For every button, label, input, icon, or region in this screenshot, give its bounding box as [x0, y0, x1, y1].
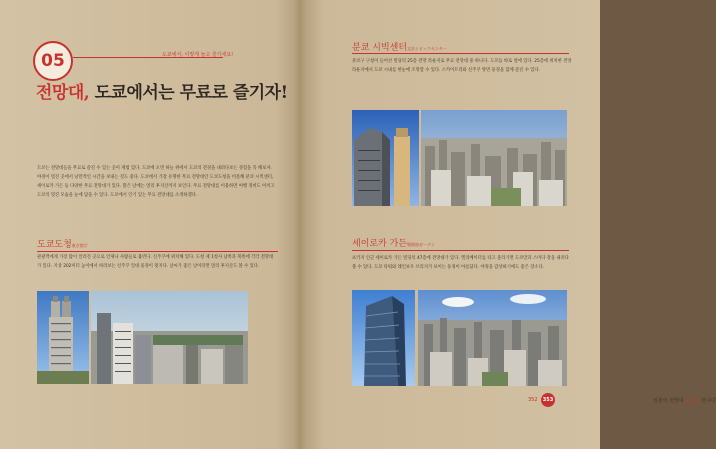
page-title-highlight: 전망대,: [36, 83, 90, 103]
section-subtitle: 聖路加ガーデン: [407, 242, 435, 247]
page-title-rest: 도쿄에서는 무료로 즐기자!: [89, 83, 288, 103]
chapter-number: 05: [41, 51, 65, 71]
right-page: [300, 0, 716, 449]
section-rule: [352, 53, 569, 54]
section-subtitle: 東京都庁: [71, 243, 88, 248]
photo-seiroka-view: [418, 290, 567, 386]
page-number-badge: [541, 393, 555, 407]
section-paragraph-seiroka: 츠키지 인근 세이로카 가든 빌딩의 47층에 전망대가 있다. 엘리베이터를 타고 올라가면 도쿄만과 스미다 강을 내려다볼 수 있다. 도쿄 타워와 레인보우 브리지가 보이는 풍경이 아름답다. 야경을 감상하기에도 좋은 장소다.: [352, 256, 569, 270]
photo-bunkyo-view: [421, 110, 567, 206]
photo-shinjuku-skyline: [91, 291, 248, 384]
section-title-bunkyo: [352, 40, 447, 53]
footer-suffix: 만나다: [699, 398, 716, 404]
chapter-badge: [33, 41, 73, 81]
page-number: 353: [542, 397, 554, 403]
page-number-small: 352: [528, 397, 538, 403]
section-title-tocho: [37, 237, 88, 250]
photo-bunkyo-tower: [352, 110, 419, 206]
section-title-seiroka: [352, 236, 435, 249]
page-title: [36, 78, 288, 103]
footer-prefix: 일본의 전망대: [653, 398, 686, 404]
header-title: 도쿄에서, 이렇게 놀고 즐기세요!: [162, 52, 234, 58]
section-rule: [352, 250, 569, 251]
photo-seiroka-tower: [352, 290, 415, 386]
section-paragraph-bunkyo: 분쿄구 구청이 들어선 빌딩의 25층 전망 라운지로 무료 전망대 중 하나다. 도쿄돔 바로 옆에 있다. 25층에 위치한 전망 라운지에서 도쿄 시내를 한눈에 조망할 수 있다. 스카이트리와 신주쿠 방면 풍경을 함께 즐길 수 있다.: [352, 59, 572, 73]
footer-highlight: 도쿄를: [685, 398, 700, 404]
section-rule: [37, 251, 278, 252]
photo-tocho-tower: [37, 291, 89, 384]
section-title-text: 도쿄도청: [37, 240, 72, 250]
section-title-text: 분쿄 시빅센터: [352, 43, 408, 53]
left-page: [0, 0, 300, 449]
section-paragraph-tocho: 관광객에게 가장 많이 알려진 곳으로 언제나 사람들로 붐빈다. 신주쿠에 위치해 있다. 도청 제 1청사 남쪽과 북쪽에 각각 전망대가 있다. 지상 202미터 높이에서 바라보는 신주쿠 일대 풍경이 멋지다. 날씨가 좋은 날이라면 멀리 후지산도 볼 수 있다.: [37, 255, 274, 269]
section-subtitle: 文京シビックセンター: [407, 46, 447, 51]
intro-paragraph: 도쿄는 전망대들을 무료로 즐길 수 있는 곳이 제법 있다. 도쿄에 오면 하늘 위에서 도쿄의 전경을 내려다보는 경험을 꼭 해보자. 야경이 멋진 곳에서 낭만적인 시간을 보내는 것도 좋다. 도쿄에서 가장 유명한 무료 전망대인 도쿄도청을 비롯해 분쿄 시빅센터, 세이로카 가든 등 다양한 무료 전망대가 있다. 맑은 날에는 멀리 후지산까지 보인다. 무료 전망대를 이용하면 여행 경비도 아끼고 도쿄의 멋진 모습을 눈에 담을 수 있다. 도쿄에서 인기 있는 무료 전망대를 소개하겠다.: [37, 166, 275, 198]
page-footer: [653, 397, 716, 404]
section-title-text: 세이로카 가든: [352, 239, 408, 249]
